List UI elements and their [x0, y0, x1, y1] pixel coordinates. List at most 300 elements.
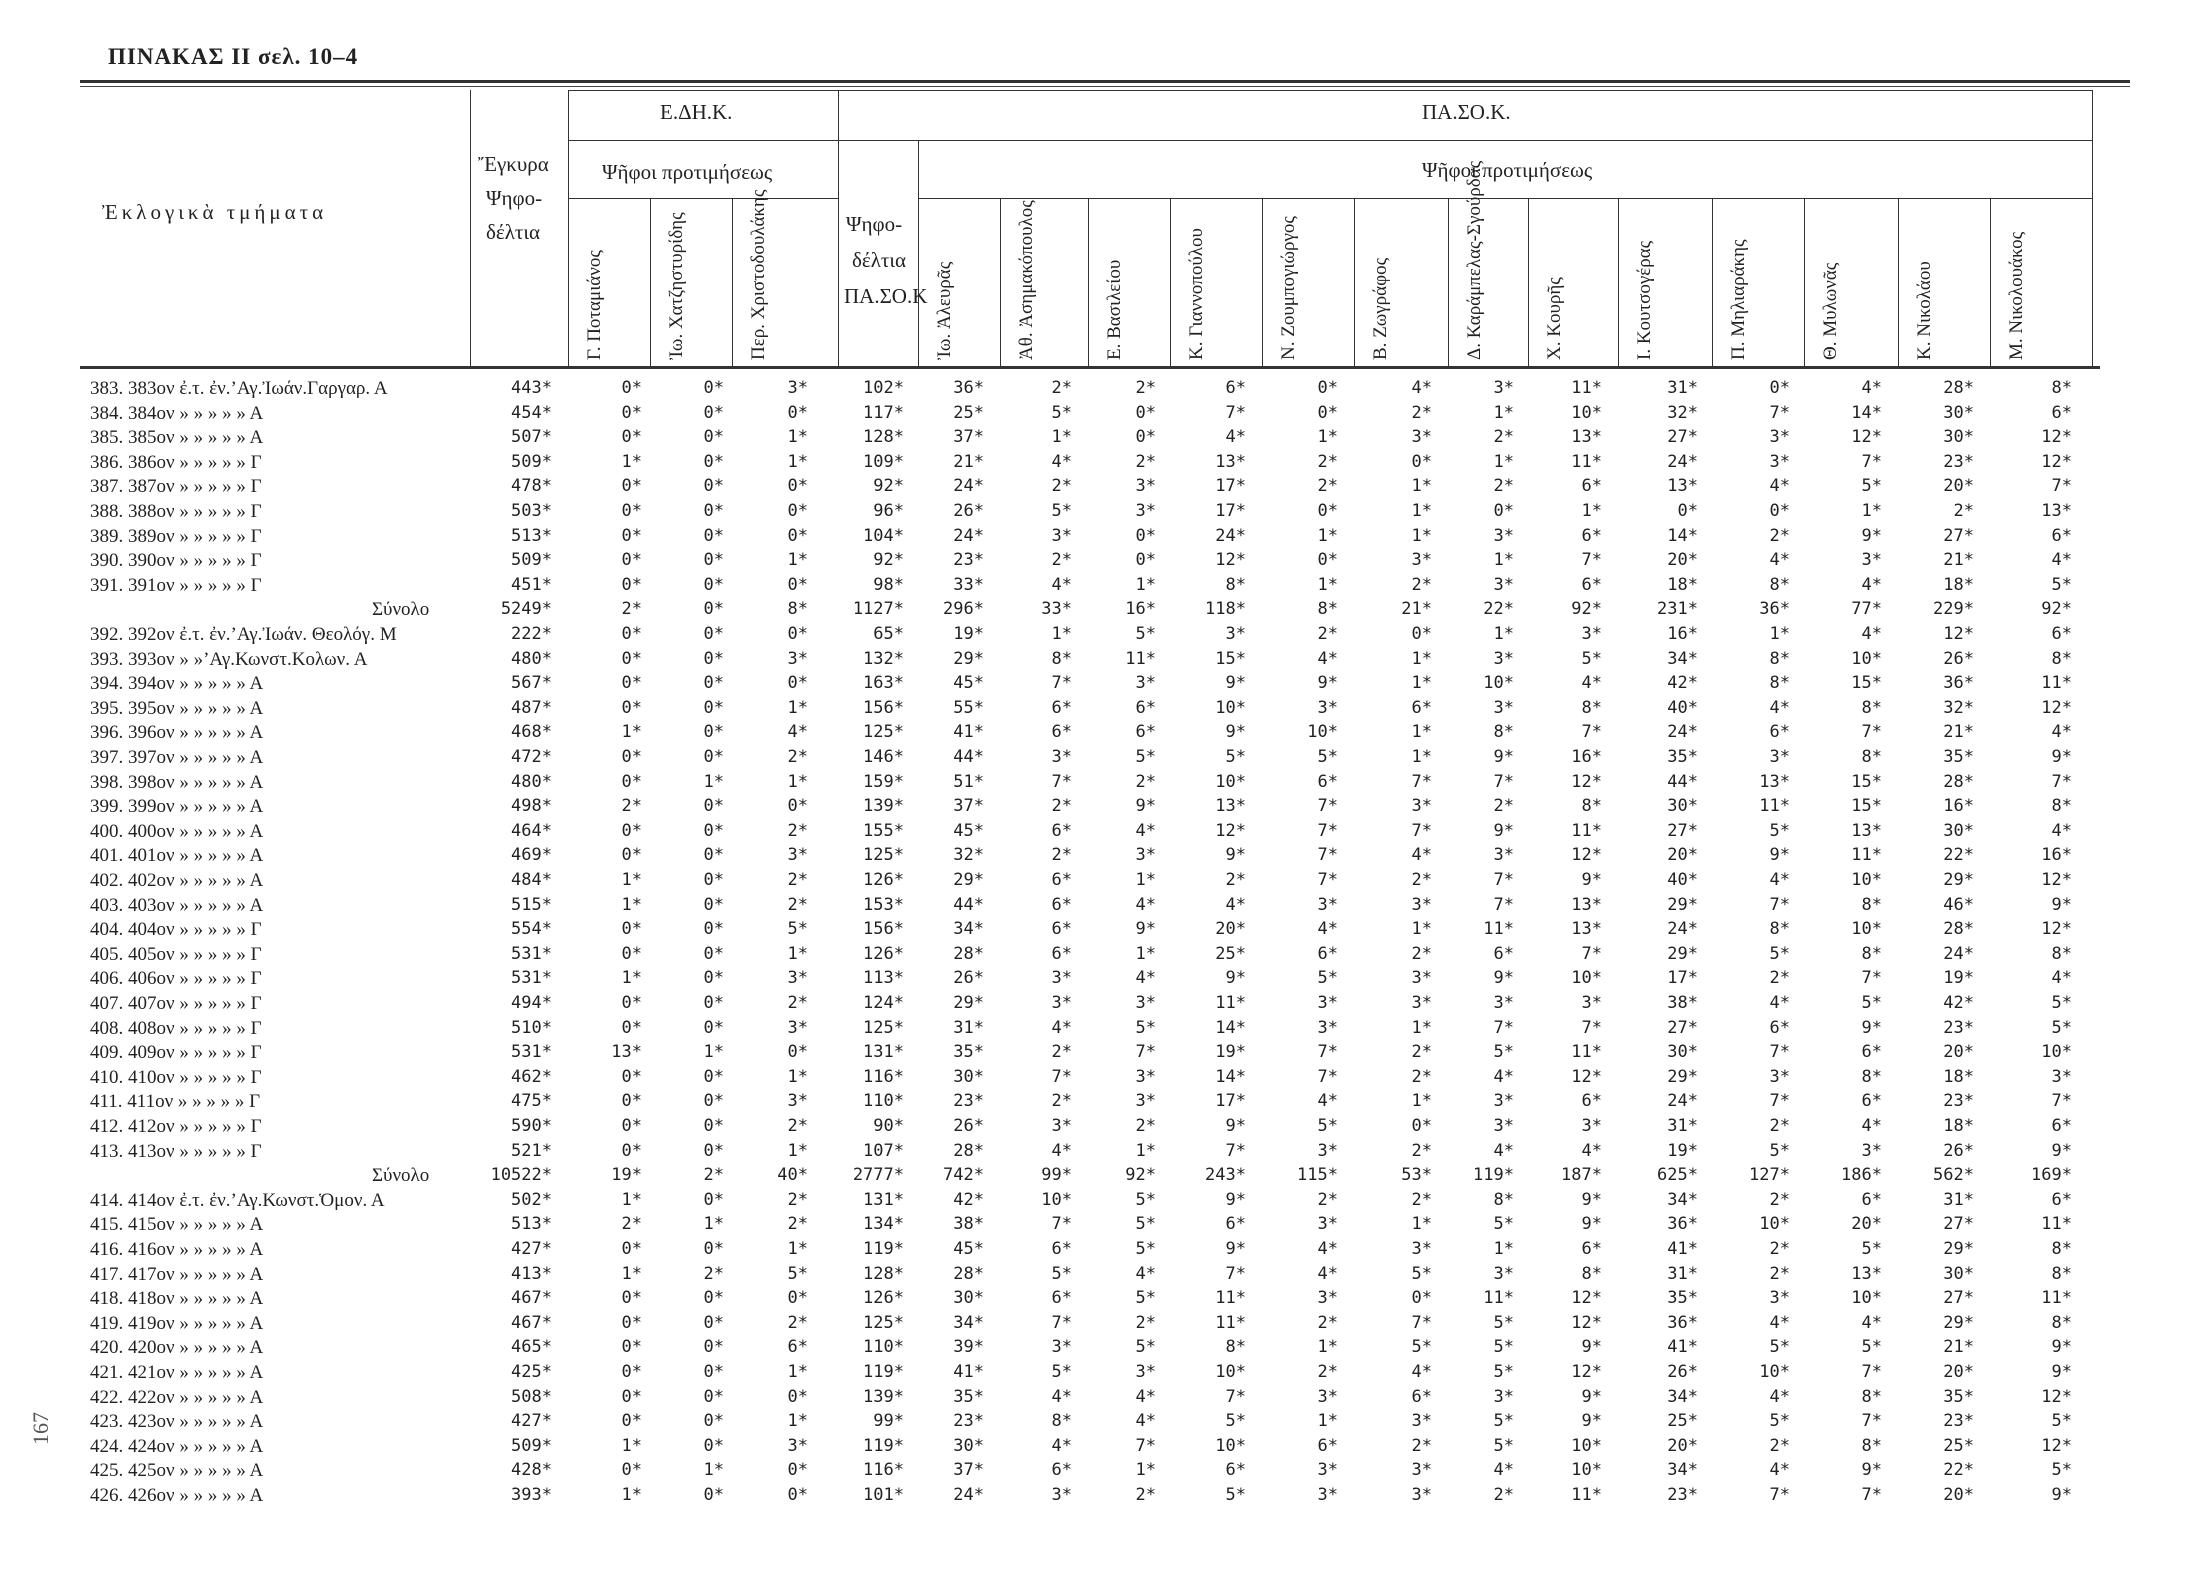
table-cell: 29* — [953, 648, 984, 669]
header-vline-col-12 — [1528, 198, 1529, 366]
pasok-candidate-header: Ἰω. Ἀλευρᾶς — [934, 261, 955, 360]
table-cell: 454* — [511, 402, 552, 423]
table-cell: 34* — [953, 1312, 984, 1333]
table-cell: 0* — [1317, 378, 1338, 398]
table-cell: 4* — [1769, 993, 1790, 1013]
table-cell: 155* — [863, 820, 904, 841]
table-cell: 44* — [953, 894, 984, 915]
table-cell: 5* — [1051, 501, 1072, 521]
section-label: 421. 421ον » » » » » Α — [90, 1362, 264, 1383]
header-bottom-rule — [80, 366, 2100, 369]
table-cell: 16* — [2041, 845, 2072, 866]
table-cell: 3* — [1051, 1337, 1072, 1358]
table-cell: 28* — [1943, 919, 1974, 940]
pasok-candidate-header: Μ. Νικολουάκος — [2006, 231, 2027, 360]
section-label: 395. 395ον » » » » » Α — [90, 697, 264, 719]
table-cell: 3* — [1317, 993, 1338, 1013]
table-cell: 507* — [511, 427, 552, 448]
table-cell: 443* — [511, 378, 552, 398]
table-cell: 6* — [1581, 1239, 1602, 1259]
table-cell: 2* — [1135, 378, 1156, 398]
table-cell: 3* — [1493, 697, 1514, 718]
table-cell: 6* — [1317, 943, 1338, 964]
table-cell: 0* — [703, 525, 724, 546]
table-cell: 6* — [1581, 476, 1602, 497]
table-row — [82, 476, 2102, 500]
table-cell: 2* — [1135, 1312, 1156, 1333]
table-cell: 24* — [953, 476, 984, 497]
header-vline-col-14 — [1712, 198, 1713, 366]
table-cell: 3* — [1135, 673, 1156, 694]
table-cell: 6* — [787, 1337, 808, 1358]
table-cell: 487* — [511, 697, 552, 718]
section-label: 417. 417ον » » » » » Α — [90, 1263, 264, 1285]
table-cell: 2* — [1051, 1091, 1072, 1112]
table-cell: 0* — [621, 771, 642, 792]
table-cell: 127* — [1749, 1165, 1790, 1186]
table-cell: 34* — [953, 919, 984, 940]
table-cell: 6* — [1051, 870, 1072, 890]
table-cell: 7* — [1581, 550, 1602, 571]
table-row — [82, 1214, 2102, 1238]
table-cell: 4* — [1225, 427, 1246, 448]
table-cell: 13* — [1571, 919, 1602, 940]
sections-label: Ἐκλογικὰ τμήματα — [102, 200, 328, 224]
table-cell: 2* — [703, 1165, 724, 1186]
table-cell: 9* — [1225, 722, 1246, 743]
table-cell: 9* — [2051, 1362, 2072, 1382]
table-cell: 4* — [1581, 1140, 1602, 1161]
table-cell: 41* — [953, 722, 984, 743]
table-cell: 0* — [703, 820, 724, 841]
table-cell: 12* — [1571, 1362, 1602, 1382]
table-cell: 0* — [1317, 501, 1338, 521]
table-cell: 2* — [787, 1214, 808, 1235]
table-cell: 10* — [1215, 697, 1246, 718]
header-vline-pasok-cands — [918, 140, 919, 366]
table-cell: 35* — [1943, 747, 1974, 767]
table-cell: 8* — [1493, 1189, 1514, 1210]
table-cell: 27* — [1943, 1214, 1974, 1235]
table-cell: 2* — [787, 1189, 808, 1210]
table-row — [82, 575, 2102, 599]
table-header — [82, 90, 2102, 368]
table-cell: 10* — [1483, 673, 1514, 694]
table-cell: 14* — [1851, 402, 1882, 423]
table-cell: 4* — [1051, 1386, 1072, 1407]
table-cell: 19* — [1667, 1140, 1698, 1161]
section-label: 426. 426ον » » » » » Α — [90, 1485, 264, 1506]
table-cell: 513* — [511, 525, 552, 546]
table-cell: 187* — [1561, 1165, 1602, 1186]
table-cell: 1* — [1493, 550, 1514, 571]
table-cell: 3* — [1493, 993, 1514, 1013]
table-cell: 18* — [1943, 574, 1974, 595]
table-cell: 28* — [953, 1140, 984, 1161]
table-cell: 5* — [1135, 1189, 1156, 1210]
table-cell: 6* — [1411, 697, 1432, 718]
table-cell: 4* — [787, 722, 808, 743]
table-cell: 19* — [1943, 968, 1974, 989]
table-cell: 480* — [511, 648, 552, 669]
table-cell: 2* — [1317, 1312, 1338, 1333]
table-cell: 24* — [1215, 525, 1246, 546]
table-cell: 31* — [1667, 378, 1698, 398]
table-cell: 8* — [2051, 648, 2072, 669]
table-cell: 12* — [2041, 919, 2072, 940]
table-cell: 13* — [1851, 820, 1882, 841]
table-cell: 5* — [1493, 1312, 1514, 1333]
table-cell: 124* — [863, 993, 904, 1013]
table-cell: 2* — [621, 599, 642, 620]
table-cell: 31* — [1667, 1116, 1698, 1136]
table-cell: 5* — [1493, 1042, 1514, 1063]
table-cell: 7* — [1051, 1214, 1072, 1235]
table-cell: 34* — [1667, 1386, 1698, 1407]
table-cell: 2* — [1953, 501, 1974, 521]
table-cell: 0* — [703, 624, 724, 644]
table-cell: 2* — [787, 993, 808, 1013]
table-cell: 11* — [1483, 919, 1514, 940]
table-row — [82, 1436, 2102, 1460]
table-cell: 9* — [1225, 1189, 1246, 1210]
table-cell: 3* — [787, 1091, 808, 1112]
table-cell: 0* — [703, 1337, 724, 1358]
table-cell: 2* — [1051, 378, 1072, 398]
table-cell: 742* — [943, 1165, 984, 1186]
table-cell: 4* — [1769, 1460, 1790, 1481]
table-cell: 3* — [1135, 1066, 1156, 1087]
table-cell: 126* — [863, 1288, 904, 1309]
table-cell: 98* — [873, 574, 904, 595]
table-cell: 4* — [1769, 1386, 1790, 1407]
table-cell: 0* — [621, 648, 642, 669]
table-cell: 509* — [511, 451, 552, 472]
table-cell: 11* — [1215, 1288, 1246, 1309]
header-vline-col-3 — [732, 198, 733, 366]
table-cell: 0* — [703, 919, 724, 940]
table-cell: 39* — [953, 1337, 984, 1358]
table-cell: 0* — [621, 1288, 642, 1309]
table-cell: 12* — [1851, 427, 1882, 448]
table-cell: 8* — [1769, 919, 1790, 940]
table-cell: 8* — [1493, 722, 1514, 743]
table-cell: 12* — [1571, 845, 1602, 866]
table-cell: 2* — [1411, 1066, 1432, 1087]
table-cell: 11* — [1571, 1485, 1602, 1505]
table-cell: 119* — [863, 1239, 904, 1259]
table-cell: 3* — [1135, 476, 1156, 497]
table-cell: 20* — [1667, 1435, 1698, 1456]
table-cell: 3* — [2051, 1066, 2072, 1087]
table-cell: 9* — [1225, 845, 1246, 866]
table-cell: 10* — [1851, 919, 1882, 940]
header-vline-col-15 — [1804, 198, 1805, 366]
table-cell: 5* — [1225, 747, 1246, 767]
table-cell: 1* — [787, 1239, 808, 1259]
table-cell: 7* — [1317, 820, 1338, 841]
table-cell: 3* — [787, 648, 808, 669]
table-cell: 42* — [1943, 993, 1974, 1013]
table-cell: 3* — [1051, 1485, 1072, 1505]
table-cell: 3* — [787, 1435, 808, 1456]
table-cell: 10* — [1571, 402, 1602, 423]
table-cell: 25* — [1943, 1435, 1974, 1456]
table-cell: 7* — [1135, 1435, 1156, 1456]
table-cell: 139* — [863, 796, 904, 817]
edik-candidate-header: Ἰω. Χατζηστυρίδης — [666, 212, 687, 360]
table-row — [82, 919, 2102, 943]
table-cell: 8* — [787, 599, 808, 620]
table-cell: 0* — [621, 525, 642, 546]
table-cell: 3* — [1051, 968, 1072, 989]
header-hline-edik-pref — [568, 198, 838, 199]
table-cell: 7* — [1051, 673, 1072, 694]
header-vline-edik-start — [568, 90, 569, 366]
table-cell: 3* — [1051, 747, 1072, 767]
table-cell: 8* — [1769, 673, 1790, 694]
table-cell: 45* — [953, 820, 984, 841]
table-cell: 9* — [1581, 1411, 1602, 1432]
table-cell: 15* — [1215, 648, 1246, 669]
table-cell: 3* — [1861, 550, 1882, 571]
table-cell: 1* — [787, 427, 808, 448]
table-cell: 4* — [1411, 1362, 1432, 1382]
table-cell: 3* — [1317, 894, 1338, 915]
table-cell: 44* — [953, 747, 984, 767]
table-cell: 1* — [1411, 648, 1432, 669]
table-cell: 1* — [621, 1485, 642, 1505]
table-cell: 9* — [1493, 968, 1514, 989]
table-cell: 14* — [1215, 1017, 1246, 1038]
table-cell: 2* — [1411, 402, 1432, 423]
table-cell: 7* — [1317, 845, 1338, 866]
table-cell: 2* — [1051, 796, 1072, 817]
table-cell: 7* — [1411, 820, 1432, 841]
table-cell: 10* — [1571, 1435, 1602, 1456]
table-cell: 104* — [863, 525, 904, 546]
table-row — [82, 944, 2102, 968]
table-cell: 156* — [863, 919, 904, 940]
table-cell: 0* — [703, 894, 724, 915]
table-cell: 12* — [1943, 624, 1974, 644]
table-cell: 508* — [511, 1386, 552, 1407]
table-cell: 38* — [953, 1214, 984, 1235]
table-cell: 1* — [1581, 501, 1602, 521]
table-cell: 4* — [1051, 1435, 1072, 1456]
table-cell: 9* — [1581, 1189, 1602, 1210]
table-cell: 6* — [2051, 624, 2072, 644]
pasok-candidate-header: Ι. Κουτσογέρας — [1634, 240, 1655, 360]
table-cell: 0* — [703, 476, 724, 497]
table-cell: 4* — [2051, 968, 2072, 989]
table-cell: 2* — [1135, 451, 1156, 472]
pasok-candidate-header: Κ. Γιαννοπούλου — [1186, 228, 1207, 360]
table-cell: 2* — [1493, 427, 1514, 448]
table-cell: 4* — [1135, 820, 1156, 841]
table-cell: 7* — [1769, 1042, 1790, 1063]
table-cell: 1* — [703, 771, 724, 792]
table-cell: 8* — [1861, 1386, 1882, 1407]
table-cell: 11* — [2041, 673, 2072, 694]
table-cell: 32* — [1943, 697, 1974, 718]
table-cell: 8* — [1769, 648, 1790, 669]
table-cell: 8* — [1861, 943, 1882, 964]
table-cell: 10522* — [490, 1165, 552, 1186]
pasok-candidate-header: Δ. Καράμπελας-Σγούρδας — [1464, 160, 1485, 360]
table-cell: 11* — [1759, 796, 1790, 817]
table-cell: 17* — [1667, 968, 1698, 989]
table-cell: 0* — [621, 845, 642, 866]
table-cell: 3* — [1493, 1116, 1514, 1136]
table-cell: 498* — [511, 796, 552, 817]
table-cell: 6* — [1051, 1460, 1072, 1481]
table-cell: 163* — [863, 673, 904, 694]
table-cell: 1* — [1051, 427, 1072, 448]
table-cell: 0* — [1317, 402, 1338, 423]
table-cell: 0* — [621, 1091, 642, 1112]
table-cell: 1* — [1135, 870, 1156, 890]
table-cell: 22* — [1943, 1460, 1974, 1481]
table-cell: 30* — [1943, 402, 1974, 423]
section-label: 404. 404ον » » » » » Γ — [90, 919, 262, 941]
table-cell: 0* — [787, 476, 808, 497]
table-cell: 5* — [1135, 747, 1156, 767]
table-cell: 13* — [1571, 427, 1602, 448]
table-cell: 521* — [511, 1140, 552, 1161]
table-cell: 40* — [1667, 870, 1698, 890]
table-cell: 10* — [1215, 771, 1246, 792]
table-cell: 8* — [1861, 747, 1882, 767]
table-cell: 4* — [1317, 1091, 1338, 1112]
table-cell: 2* — [1317, 451, 1338, 472]
table-cell: 12* — [1215, 820, 1246, 841]
table-cell: 41* — [1667, 1337, 1698, 1358]
table-cell: 119* — [863, 1435, 904, 1456]
table-cell: 132* — [863, 648, 904, 669]
table-cell: 2* — [787, 820, 808, 841]
table-cell: 531* — [511, 1042, 552, 1063]
table-cell: 1* — [1411, 919, 1432, 940]
section-label: 399. 399ον » » » » » Α — [90, 796, 264, 818]
table-cell: 3* — [787, 968, 808, 989]
table-cell: 5* — [1051, 402, 1072, 423]
table-cell: 3* — [1051, 993, 1072, 1013]
table-cell: 0* — [787, 1288, 808, 1309]
table-cell: 7* — [1317, 796, 1338, 817]
table-cell: 9* — [1493, 747, 1514, 767]
table-cell: 6* — [1051, 1239, 1072, 1259]
table-cell: 34* — [1667, 648, 1698, 669]
table-cell: 0* — [1411, 1288, 1432, 1309]
table-cell: 0* — [621, 624, 642, 644]
table-cell: 464* — [511, 820, 552, 841]
table-cell: 116* — [863, 1460, 904, 1481]
table-cell: 9* — [1135, 796, 1156, 817]
edik-party-label: Ε.ΔΗ.Κ. — [660, 100, 733, 124]
table-cell: 5* — [1493, 1435, 1514, 1456]
table-cell: 0* — [703, 550, 724, 571]
section-label: 401. 401ον » » » » » Α — [90, 845, 264, 867]
table-cell: 12* — [1571, 1066, 1602, 1087]
table-cell: 42* — [1667, 673, 1698, 694]
table-cell: 24* — [1667, 1091, 1698, 1112]
table-cell: 11* — [1571, 820, 1602, 841]
table-cell: 0* — [703, 1411, 724, 1432]
table-cell: 0* — [703, 747, 724, 767]
table-cell: 5* — [2051, 574, 2072, 595]
table-cell: 42* — [953, 1189, 984, 1210]
table-cell: 169* — [2031, 1165, 2072, 1186]
table-cell: 3* — [787, 1017, 808, 1038]
table-cell: 6* — [1135, 722, 1156, 743]
section-label: 416. 416ον » » » » » Α — [90, 1239, 264, 1260]
header-vline-col-10 — [1354, 198, 1355, 366]
table-cell: 12* — [2041, 1435, 2072, 1456]
table-cell: 11* — [1215, 993, 1246, 1013]
table-row — [82, 1362, 2102, 1386]
edik-candidate-header: Περ. Χριστοδουλάκης — [748, 189, 769, 360]
table-cell: 10* — [1215, 1435, 1246, 1456]
table-cell: 8* — [1225, 574, 1246, 595]
table-cell: 0* — [703, 1386, 724, 1407]
table-cell: 7* — [1051, 1312, 1072, 1333]
table-cell: 478* — [511, 476, 552, 497]
table-cell: 36* — [1943, 673, 1974, 694]
table-cell: 4* — [1135, 1263, 1156, 1284]
table-cell: 128* — [863, 1263, 904, 1284]
section-label: 391. 391ον » » » » » Γ — [90, 574, 262, 596]
table-cell: 11* — [2041, 1214, 2072, 1235]
table-cell: 7* — [1051, 771, 1072, 792]
table-cell: 7* — [1493, 870, 1514, 890]
table-cell: 45* — [953, 1239, 984, 1259]
table-cell: 1* — [787, 451, 808, 472]
table-cell: 1* — [1317, 427, 1338, 448]
table-cell: 8* — [1769, 574, 1790, 595]
table-cell: 0* — [703, 993, 724, 1013]
table-cell: 3* — [1317, 1386, 1338, 1407]
table-cell: 32* — [1667, 402, 1698, 423]
table-cell: 92* — [1571, 599, 1602, 620]
table-row — [82, 1141, 2102, 1165]
table-cell: 24* — [1943, 943, 1974, 964]
table-cell: 18* — [1943, 1066, 1974, 1087]
table-cell: 3* — [1317, 1485, 1338, 1505]
table-cell: 503* — [511, 501, 552, 521]
table-cell: 0* — [1493, 501, 1514, 521]
table-cell: 1* — [621, 1189, 642, 1210]
section-label: 389. 389ον » » » » » Γ — [90, 525, 262, 547]
table-cell: 4* — [1581, 673, 1602, 694]
table-cell: 0* — [703, 1312, 724, 1333]
table-cell: 8* — [1581, 1263, 1602, 1284]
total-row — [82, 1165, 2102, 1189]
table-cell: 26* — [953, 968, 984, 989]
table-cell: 513* — [511, 1214, 552, 1235]
table-cell: 5* — [1135, 1214, 1156, 1235]
table-cell: 23* — [1943, 451, 1974, 472]
table-cell: 1* — [1135, 943, 1156, 964]
table-cell: 26* — [1667, 1362, 1698, 1382]
section-label: 409. 409ον » » » » » Γ — [90, 1042, 262, 1064]
table-cell: 51* — [953, 771, 984, 792]
table-cell: 20* — [1943, 1042, 1974, 1063]
table-cell: 0* — [621, 993, 642, 1013]
table-cell: 5* — [2051, 993, 2072, 1013]
table-cell: 0* — [703, 943, 724, 964]
table-cell: 0* — [621, 1411, 642, 1432]
